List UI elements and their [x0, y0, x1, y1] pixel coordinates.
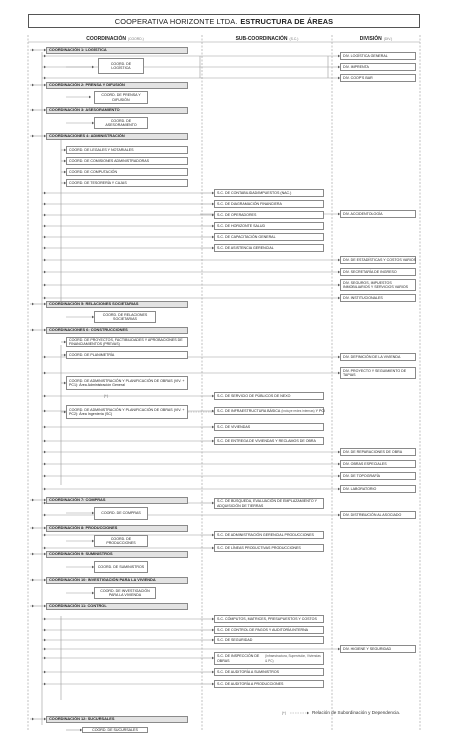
subcoord-infraestructura	[214, 407, 324, 415]
constr-unit-admin-planif-2: COORD. DE ADMINISTRACIÓN Y PLANIFICACIÓN DE OBRAS (VIV. + PC2): Área Ingeniería (SC)	[66, 405, 188, 419]
legend-text: Relación de Subordinación y Dependencia.	[312, 710, 401, 715]
arrowhead	[307, 712, 309, 715]
division-seguros: DIV. SEGUROS, IMPUESTOS INMOBILIARIOS Y SERVICIOS VARIOS	[340, 279, 416, 291]
division-estadisticas: DIV. DE ESTADÍSTICAS Y COSTOS VARIOS	[340, 256, 416, 264]
arrowhead	[32, 135, 34, 138]
constr-unit-admin-planif-1: COORD. DE ADMINISTRACIÓN Y PLANIFICACIÓN DE OBRAS (VIV. + PC1): Área Administración General	[66, 376, 188, 390]
coordination-header: COORDINACIÓN 12: SUCURSALES	[46, 716, 188, 723]
arrowhead	[44, 671, 46, 674]
coordination-header: COORDINACIÓN 2: PRENSA Y DIFUSIÓN	[46, 82, 188, 89]
coordination-header: COORDINACIONES 6: CONSTRUCCIONES	[46, 327, 188, 334]
arrowhead	[44, 639, 46, 642]
arrowhead	[32, 527, 34, 530]
arrowhead	[44, 648, 46, 651]
arrowhead	[44, 514, 46, 517]
title-main: COOPERATIVA HORIZONTE LTDA.	[114, 16, 238, 26]
arrowhead	[32, 329, 34, 332]
column-header-division	[332, 35, 420, 42]
arrowhead	[32, 303, 34, 306]
division-reparaciones: DIV. DE REPARACIONES DE OBRA	[340, 448, 416, 456]
subcoord-inspeccion	[214, 652, 324, 665]
division-proyecto: DIV. PROYECTO Y SEGUIMIENTO DE TAPIAS	[340, 367, 416, 379]
coordination-header: COORDINACIONES 4: ADMINISTRACIÓN	[46, 133, 188, 140]
column-abbr: (COORD.)	[127, 36, 144, 41]
division-distribucion: DIV. DISTRIBUCIÓN AL ASOCIADO	[340, 511, 416, 519]
subcoord-entrega: S.C. DE ENTREGA DE VIVIENDAS Y RECLAMOS DE OBRA	[214, 437, 324, 445]
division-accidentologia: DIV. ACCIDENTOLOGÍA	[340, 210, 416, 218]
coord-unit-suministros: COORD. DE SUMINISTROS	[94, 561, 148, 573]
column-label: COORDINACIÓN	[86, 35, 126, 42]
arrowhead	[32, 109, 34, 112]
subcoord-horizonte-salud: S.C. DE HORIZONTE SALUD	[214, 222, 324, 230]
admin-unit: COORD. DE TESORERÍA Y CAJAS	[66, 179, 188, 187]
arrowhead	[44, 657, 46, 660]
arrowhead	[44, 451, 46, 454]
subcoord-busqueda: S.C. DE BÚSQUEDA, EVALUACIÓN DE EMPLAZAMIENTO Y ADQUISICIÓN DE TIERRAS	[214, 498, 324, 509]
coord-unit-logistica: COORD. DE LOGÍSTICA	[98, 58, 144, 74]
subcoord-capacitacion: S.C. DE CAPACITACIÓN GENERAL	[214, 233, 324, 241]
constr-unit-planimetria: COORD. DE PLANIMETRÍA	[66, 351, 188, 359]
subcoord-asistencia: S.C. DE ASISTENCIA GERENCIAL	[214, 244, 324, 252]
division-definicion: DIV. DEFINICIÓN DE LA VIVIENDA	[340, 353, 416, 361]
division-coop-bar: DIV. COOP'S BAR	[340, 74, 416, 82]
coordination-header: COORDINACIÓN 5: RELACIONES SOCIETARIAS	[46, 301, 188, 308]
arrowhead	[44, 488, 46, 491]
arrowhead	[89, 96, 91, 99]
subcoord-computos: S.C. CÓMPUTOS, MATRICES, PRESUPUESTOS Y COSTOS	[214, 615, 324, 623]
subcoord-infraestructura-label: S.C. DE INFRAESTRUCTURA BÁSICA	[217, 408, 281, 413]
admin-unit: COORD. DE COMPUTACIÓN	[66, 168, 188, 176]
subcoord-auditoria-sum: S.C. DE AUDITORÍA A SUMINISTROS	[214, 668, 324, 676]
admin-unit: COORD. DE COMISIONES ADMINISTRADORAS	[66, 157, 188, 165]
coord-unit-asesoramiento: COORD. DE ASESORAMIENTO	[94, 117, 148, 129]
subcoord-admin-gerencial: S.C. DE ADMINISTRACIÓN GERENCIAL PRODUCCIONES	[214, 531, 324, 539]
subcoord-infraestructura-note: (Incluye redes internas)	[281, 408, 315, 413]
arrowhead	[44, 225, 46, 228]
division-laboratorio: DIV. LABORATORIO	[340, 485, 416, 493]
coordination-header: COORDINACIÓN 10: INVESTIGACIÓN PARA LA VIVIENDA	[46, 577, 188, 584]
arrowhead	[44, 203, 46, 206]
arrowhead	[44, 77, 46, 80]
arrowhead	[44, 426, 46, 429]
arrowhead	[44, 547, 46, 550]
arrowhead	[44, 683, 46, 686]
constr-unit-proyectos: COORD. DE PROYECTOS, FACTIBILIDADES Y APROBACIONES DE FINANCIAMIENTOS (PREVAS)	[66, 337, 188, 347]
coord-unit-compras: COORD. DE COMPRAS	[94, 507, 148, 520]
arrowhead	[32, 84, 34, 87]
arrowhead	[44, 356, 46, 359]
arrowhead	[92, 66, 94, 69]
subcoord-diagramacion: S.C. DE DIAGRAMACIÓN FINANCIERA	[214, 200, 324, 208]
column-abbr: (DIV.)	[383, 36, 393, 41]
legend-marker: (+)	[282, 711, 286, 715]
marker: (+)	[104, 394, 108, 398]
subcoord-inspeccion-note: (Infraestructura, Supervisión, Viviendas & PC)	[265, 654, 321, 663]
subcoord-viviendas: S.C. DE VIVIENDAS	[214, 423, 324, 431]
arrowhead	[32, 579, 34, 582]
subcoord-seguridad: S.C. DE SEGURIDAD	[214, 636, 324, 644]
arrowhead	[44, 410, 46, 413]
arrowhead	[44, 372, 46, 375]
title-sub: ESTRUCTURA DE ÁREAS	[240, 16, 334, 26]
arrowhead	[44, 475, 46, 478]
subcoord-servicio-publicos: S.C. DE SERVICIO DE PÚBLICOS DE NEXO	[214, 392, 324, 400]
subcoord-contabilidad: S.C. DE CONTABILIDAD/IMPUESTOS (NAC.)	[214, 189, 324, 197]
arrowhead	[44, 284, 46, 287]
arrowhead	[44, 618, 46, 621]
arrowhead	[44, 192, 46, 195]
coord-unit-investigacion: COORD. DE INVESTIGACIÓN PARA LA VIVIENDA	[94, 587, 156, 599]
arrowhead	[32, 499, 34, 502]
division-institucionales: DIV. INSTITUCIONALES	[340, 294, 416, 302]
column-label: SUB-COORDINACIÓN	[235, 35, 288, 42]
column-abbr: (S.C.)	[289, 36, 299, 41]
division-logistica-general: DIV. LOGÍSTICA GENERAL	[340, 52, 416, 60]
coord-unit-sucursales: COORD. DE SUCURSALES	[82, 727, 148, 733]
column-label: DIVISIÓN	[359, 35, 382, 42]
coordination-header: COORDINACIÓN 7: COMPRAS	[46, 497, 188, 504]
coord-unit-relaciones: COORD. DE RELACIONES SOCIETARIAS	[94, 311, 156, 323]
arrowhead	[44, 259, 46, 262]
coordination-header: COORDINACIÓN 1: LOGÍSTICA	[46, 47, 188, 54]
subcoord-control-pagos: S.C. DE CONTROL DE PAGOS Y AUDITORÍA INTERNA	[214, 626, 324, 634]
arrowhead	[44, 236, 46, 239]
coordination-header: COORDINACIÓN 9: SUMINISTROS	[46, 551, 188, 558]
chart-title	[28, 14, 420, 28]
division-higiene: DIV. HIGIENE Y SEGURIDAD	[340, 645, 416, 653]
coordination-header: COORDINACIÓN 3: ASESORAMIENTO	[46, 107, 188, 114]
arrowhead	[44, 271, 46, 274]
arrowhead	[32, 49, 34, 52]
coord-unit-producciones: COORD. DE PRODUCCIONES	[94, 535, 148, 547]
arrowhead	[32, 718, 34, 721]
arrowhead	[44, 534, 46, 537]
division-imprenta: DIV. IMPRENTA	[340, 63, 416, 71]
coordination-header: COORDINACIÓN 11: CONTROL	[46, 603, 188, 610]
column-header-coord	[28, 35, 202, 42]
subcoord-operadores: S.C. DE OPERADORES	[214, 211, 324, 219]
division-secretaria: DIV. SECRETARÍA DE INGRESO	[340, 268, 416, 276]
arrowhead	[44, 297, 46, 300]
subcoord-infraestructura-tail: Y PCI	[315, 408, 325, 413]
arrowhead	[32, 605, 34, 608]
arrowhead	[44, 66, 46, 69]
division-especiales: DIV. OBRAS ESPECIALES	[340, 460, 416, 468]
arrowhead	[44, 55, 46, 58]
subcoord-auditoria-prod: S.C. DE AUDITORÍA A PRODUCCIONES	[214, 680, 324, 688]
column-header-subcoord	[202, 35, 332, 42]
subcoord-lineas: S.C. DE LÍNEAS PRODUCTIVAS PRODUCCIONES	[214, 544, 324, 552]
arrowhead	[44, 214, 46, 217]
arrowhead	[44, 629, 46, 632]
arrowhead	[44, 440, 46, 443]
subcoord-inspeccion-label: S.C. DE INSPECCIÓN DE OBRAS	[217, 654, 260, 663]
coord-unit-prensa: COORD. DE PRENSA Y DIFUSIÓN	[94, 91, 148, 104]
arrowhead	[44, 395, 46, 398]
arrowhead	[44, 463, 46, 466]
coordination-header: COORDINACIÓN 8: PRODUCCIONES	[46, 525, 188, 532]
arrowhead	[32, 553, 34, 556]
division-topografia: DIV. DE TOPOGRAFÍA	[340, 472, 416, 480]
arrowhead	[44, 247, 46, 250]
admin-unit: COORD. DE LEGALES Y NOTARIALES	[66, 146, 188, 154]
